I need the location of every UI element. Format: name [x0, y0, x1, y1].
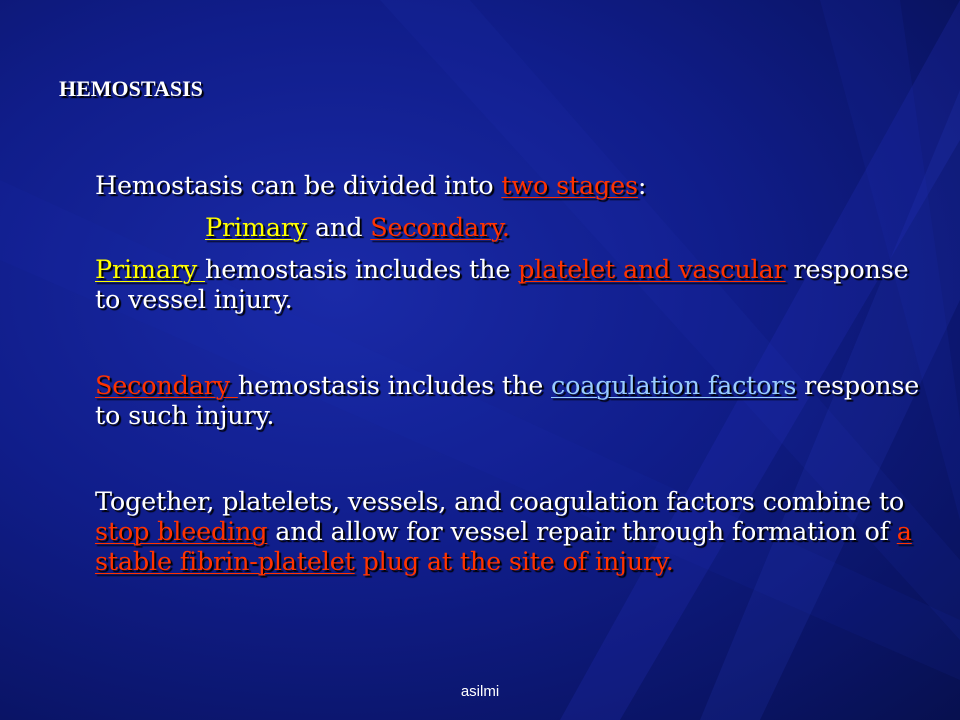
slide-body	[95, 171, 935, 577]
text-segment	[355, 547, 363, 577]
paragraph-primary-secondary	[95, 213, 935, 243]
text-segment: response to vessel injury.	[95, 255, 909, 315]
paragraph-primary-hemostasis	[95, 255, 935, 315]
link-stable-fibrin-platelet[interactable]: a stable fibrin-platelet	[95, 517, 912, 577]
link-platelet-vascular[interactable]: platelet and vascular	[518, 255, 786, 285]
text-segment: and	[307, 213, 371, 243]
paragraph-secondary-hemostasis	[95, 371, 935, 431]
text-plug-site: plug at the site of injury.	[362, 547, 674, 577]
text-segment: hemostasis includes the	[237, 371, 551, 401]
text-segment: :	[637, 171, 647, 201]
link-primary-hemostasis[interactable]: Primary	[95, 255, 205, 285]
link-secondary-hemostasis[interactable]: Secondary	[95, 371, 238, 401]
link-primary[interactable]: Primary	[205, 213, 308, 243]
link-stop-bleeding[interactable]: stop bleeding	[95, 517, 268, 547]
link-secondary[interactable]: Secondary	[370, 213, 502, 243]
slide-footer: asilmi	[460, 683, 500, 700]
text-segment: hemostasis includes the	[205, 255, 519, 285]
text-segment: Hemostasis can be divided into	[95, 171, 502, 201]
text-segment: Together, platelets, vessels, and coagulation factors combine to	[95, 487, 905, 517]
text-segment: response to such injury.	[95, 371, 920, 431]
paragraph-together	[95, 487, 935, 577]
link-coagulation-factors[interactable]: coagulation factors	[551, 371, 797, 401]
link-two-stages[interactable]: two stages	[501, 171, 638, 201]
text-segment: and allow for vessel repair through formation of	[267, 517, 897, 547]
text-segment: .	[501, 213, 510, 243]
slide-heading: HEMOSTASIS	[59, 76, 203, 101]
paragraph-two-stages	[95, 171, 935, 201]
